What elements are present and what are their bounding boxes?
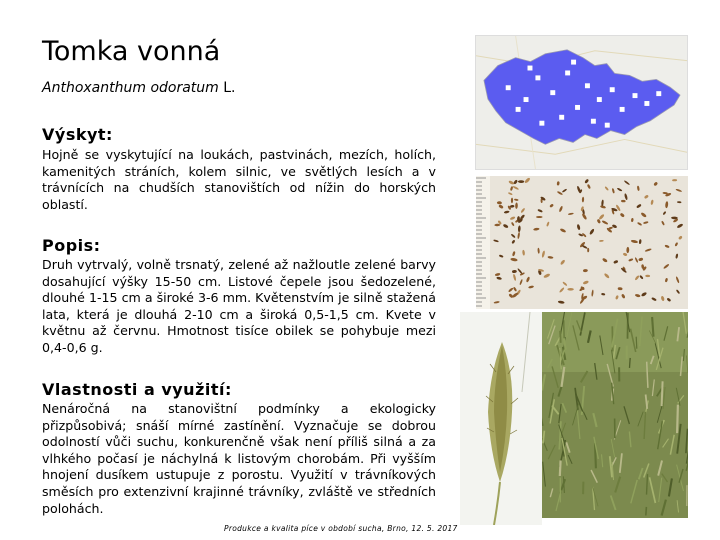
heading-properties: Vlastnosti a využití:	[42, 380, 232, 399]
latin-name: Anthoxanthum odoratum	[42, 80, 219, 96]
panicle-photo	[460, 312, 542, 525]
text-description: Druh vytrvalý, volně trsnatý, zelené až nažloutle zelené barvy dosahující výšky 15-50 cm. Listové čepele jsou šedozelené, dlouhé 1-15 cm a široké 3-6 mm. Květenstvím je silně stažená lata, která je dlouhá 2-10 cm a široká 0,5-1,5 cm. Kvete v květnu až červnu. Hmotnost tisíce obilek se pohybuje mezi 0,4-0,6 g.	[42, 257, 436, 355]
author-abbrev: L.	[223, 80, 236, 96]
latin-name-line	[42, 80, 236, 96]
grass-stand-photo	[542, 312, 688, 518]
distribution-map	[475, 35, 688, 170]
text-properties: Nenáročná na stanovištní podmínky a ekologicky přizpůsobivá; snáší mírné zastínění. Vyznačuje se dobrou odolností vůči suchu, konkurenčně však není příliš silná a za vlhkého počasí je náchylná k listovým chorobám. Při vyšším hnojení dusíkem ustupuje z porostu. Využití v trávníkových směsích pro extenzivní krajinné trávníky, zvláště ve středních polohách.	[42, 401, 436, 516]
heading-description: Popis:	[42, 236, 101, 255]
page-title: Tomka vonná	[42, 36, 221, 67]
heading-occurrence: Výskyt:	[42, 125, 113, 144]
seed-sample-photo	[476, 176, 688, 309]
text-occurrence: Hojně se vyskytující na loukách, pastvinách, mezích, holích, kamenitých stráních, kolem silnic, ve světlých lesích a v trávnících na chudších stanovištích od nížin do horských oblastí.	[42, 147, 436, 212]
footer-caption: Produkce a kvalita píce v období sucha, Brno, 12. 5. 2017	[224, 524, 458, 533]
